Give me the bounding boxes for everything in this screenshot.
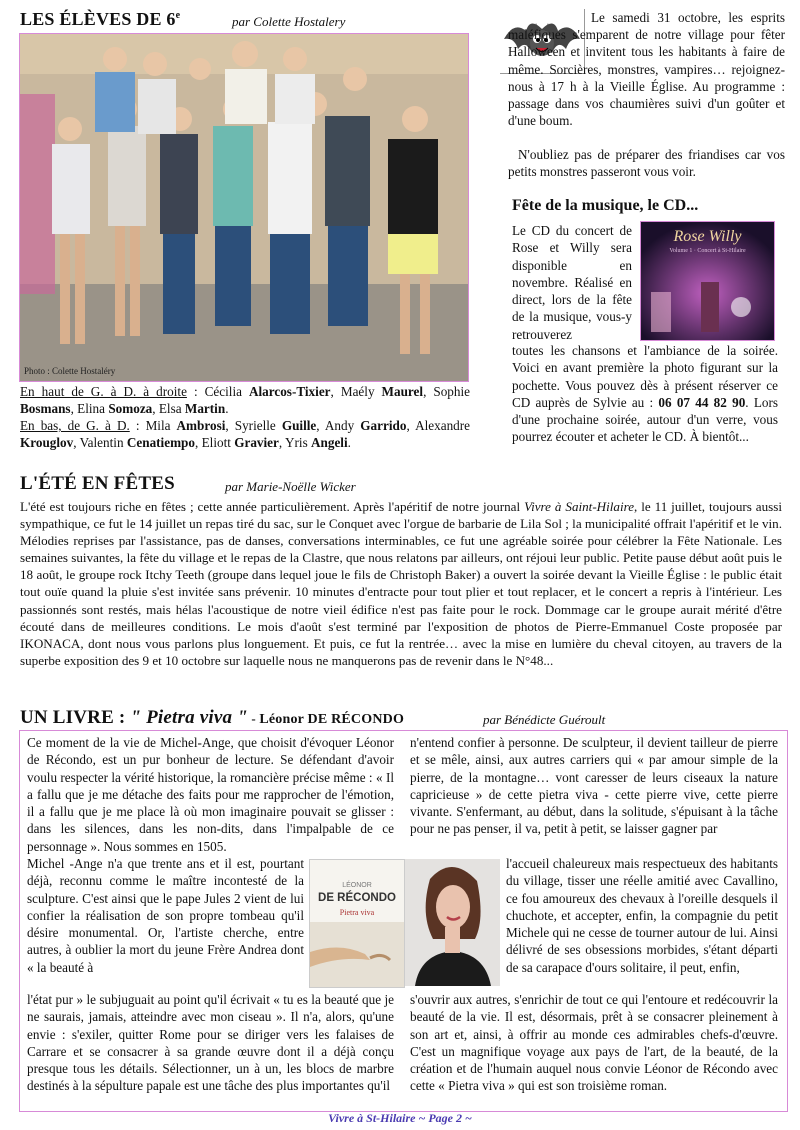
page-footer: Vivre à St-Hilaire ~ Page 2 ~ <box>328 1111 472 1125</box>
livre-col2-top: n'entend confier à personne. De sculpteur, il devient tailleur de pierre et se mêle, ainsi, aux autres carriers qui « par amour simple de la pierre, de la montagne… vont caresser de leurs ciseaux la nature capricieuse » de cette pietra viva - cette pierre vive, cette pierre vivante. S'enfermant, au début, dans la solitude, s'épuisant à la tâche pour ne pas penser, il va, petit à petit, se laisser gagner par <box>410 735 778 837</box>
fete-musique-title: Fête de la musique, le CD... <box>512 197 699 214</box>
eleves-byline: par Colette Hostalery <box>232 14 346 29</box>
cd-cover-subtitle: Volume 1 · Concert à St-Hilaire <box>669 248 746 254</box>
ete-text: L'été est toujours riche en fêtes ; cette année particulièrement. Après l'apéritif de notre journal Vivre à Saint-Hilaire, le 11 juillet, toujours aussi sympathique, ce fut le 14 juillet un repas tiré du sac, sur le Conquet avec l'orgue de barbarie de Lila Sol ; la municipalité offrait l'apéritif et le vin. Mélodies reprises par l'assistance, pas de danses, conversations interminables, ce fut une agréable soirée pour célébrer la Fête Nationale. Les semaines suivantes, la fête du village et le repas de la Clastre, que nous relatons par ailleurs, ont réjoui leur public. Petite pause début août puis le 18 août, le groupe rock Itchy Teeth (groupe dans lequel joue le fils de Christoph Baker) a ouvert la soirée devant la Vieille Église : le public était tout ouïe quand la pluie s'est invitée sans prévenir. 10 minutes d'entracte pour tout plier et tout replacer, et le concert a repris à l'intérieur. Les passionnés sont restés, mais hélas l'acoustique de notre vieil édifice n'est pas faite pour le rock. Dommage car le groupe aurait mérité d'être écouté dans de meilleures conditions. Le mois d'août s'est terminé par l'exposition de photos de Pierre-Emmanuel Coste proposée par IKONACA, dont nous vous parlons plus longuement. Et puis, ce fut la rentrée… avec la mise en lumière du cheval citoyen, au travers de la superbe exposition des 9 et 10 octobre sur laquelle nous ne manquerons pas de revenir dans le N°48... <box>20 499 782 668</box>
book-cover-title: Pietra viva <box>339 908 375 917</box>
phone-number: 06 07 44 82 90 <box>658 394 746 410</box>
book-cover <box>309 859 405 988</box>
class-photo <box>19 33 469 382</box>
book-cover-author-first: LÉONOR <box>342 882 372 889</box>
cd-cover <box>640 221 775 341</box>
fete-musique-text-narrow: Le CD du concert de Rose et Willy sera disponible en novembre. Réalisé en direct, lors de la fête de la musique, vous-y retrouverez <box>512 223 632 342</box>
livre-col1-mid: Michel -Ange n'a que trente ans et il est, pourtant déjà, reconnu comme le maître incontesté de la sculpture. C'est ainsi que le pape Jules 2 vient de lui confier la réalisation de son propre tombeau qu'il désire monumental. Or, l'artiste cherche, entre autres, à oublier la mort du jeune Frère Andrea dont « la beauté à <box>27 856 304 975</box>
journal-name: Vivre à Saint-Hilaire <box>524 499 635 514</box>
halloween-text: Le samedi 31 octobre, les esprits maléfiques s'emparent de notre village pour fêter Halloween et invitent tous les habitants à faire de même. Sorcières, monstres, vampires… rejoignez-nous à 17 h à la Vieille Église. Au programme : passage dans vos chaumières suivi d'un goûter et d'une boum. <box>508 10 785 129</box>
author-photo <box>405 859 500 986</box>
livre-byline: par Bénédicte Guéroult <box>483 712 606 727</box>
livre-title: UN LIVRE : " Pietra viva " - Léonor DE RÉCONDO <box>20 707 405 728</box>
eleves-caption: En haut de G. à D. à droite : Cécilia Alarcos-Tixier, Maély Maurel, Sophie Bosmans, Elina Somoza, Elsa Martin. En bas, de G. à D. : Mila Ambrosi, Syrielle Guille, Andy Garrido, Alexandre Krouglov, Valentin Cenatiempo, Eliott Gravier, Yris Angeli. <box>20 384 471 450</box>
eleves-title: LES ÉLÈVES DE 6e <box>20 9 181 29</box>
livre-col1-bottom: l'état pur » le subjuguait au point qu'il écrivait « tu es la beauté que je ne saurais, jamais, atteindre avec mon ciseau ». Il n'a, alors, qu'une envie : s'exiler, quitter Rome pour se diriger vers les falaises de Carrare et se consacrer à sa grande œuvre dont il a déjà conçu presque tous les détails. Sélectionner, un à un, les blocs de marbre destinés à la sépulture papale est une tâche des plus importantes qu'il <box>27 992 394 1094</box>
halloween-text-2: N'oubliez pas de préparer des friandises car vos petits monstres passeront vous voir. <box>508 147 785 180</box>
fete-musique-text-wide: toutes les chansons et l'ambiance de la soirée. Voici en avant première la photo figurant sur la pochette. Vous pouvez dès à présent réserver ce CD auprès de Sylvie au : 06 07 44 82 90. Lors d'une prochaine soirée, autour d'un verre, vous pourrez écouter et acheter le CD. À bientôt... <box>512 343 778 445</box>
livre-col1-top: Ce moment de la vie de Michel-Ange, que choisit d'évoquer Léonor de Récondo, est un pur bonheur de lecture. Se défendant d'avoir voulu respecter la vérité historique, la romancière précise même : « Il a fallu que je me détache des faits pour me rapprocher de l'émotion, il a fallu que je me place là où mon imaginaire pouvait se glisser : dans les silences, dans les non-dits, dans l'impalpable de ce personnage ». Nous sommes en 1505. <box>27 735 394 854</box>
book-cover-author-last: DE RÉCONDO <box>318 892 396 904</box>
livre-col2-bottom: s'ouvrir aux autres, s'enrichir de tout ce qui l'entoure et redécouvrir la beauté de la vie. Il est, désormais, prêt à se consacrer pleinement à son art et, ainsi, à offrir au monde ces admirables chefs-d'œuvre. C'est un magnifique voyage aux pays de l'art, de la beauté, de la création et de l'humain auquel nous convie Léonor de Récondo avec cette « Pietra viva » qui est son troisième roman. <box>410 992 778 1094</box>
ete-byline: par Marie-Noëlle Wicker <box>225 479 356 494</box>
ete-title: L'ÉTÉ EN FÊTES <box>20 473 175 494</box>
livre-col2-mid: l'accueil chaleureux mais respectueux des habitants du village, tisser une réelle amitié avec Cavallino, ce fou amoureux des chevaux à l'oreille desquels il chuchote, et accepter, enfin, la compagnie du petit Michele qui ne cesse de tourner autour de lui. Ainsi délivré de ses obsessions morbides, s'étant départi de sa carapace d'ours solitaire, il peut, enfin, <box>506 856 778 975</box>
photo-credit: Photo : Colette Hostaléry <box>24 366 116 376</box>
cd-cover-title: Rose Willy <box>673 228 742 245</box>
